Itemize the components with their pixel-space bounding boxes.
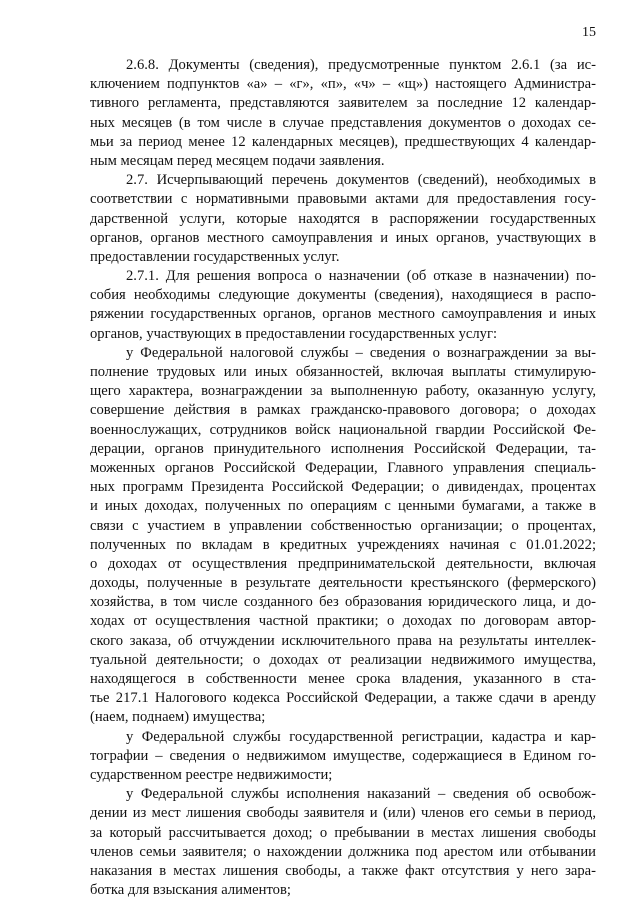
text-line: тивного регламента, представляются заявителем за последние 12 календар-: [90, 95, 596, 112]
text-line: доходы, полученные в результате деятельности крестьянского (фермерского): [90, 575, 596, 592]
text-line: дарственной услуги, которые находятся в распоряжении государственных: [90, 210, 596, 227]
text-line: полнение трудовых или иных обязанностей, включая выплаты стимулирую-: [90, 364, 596, 380]
text-line: собия необходимы следующие документы (сведения), находящиеся в распо-: [90, 287, 596, 304]
text-line: за который рассчитывается доход; о пребывании в местах лишения свободы: [90, 824, 596, 841]
text-line: щего характера, вознаграждении за выполненную работу, оказанную услугу,: [90, 383, 596, 400]
text-line: сударственном реестре недвижимости;: [90, 766, 333, 783]
text-line: совершение действия в рамках гражданско-правового договора; о доходах: [90, 402, 596, 419]
text-line: ключением подпунктов «а» – «г», «п», «ч» – «щ») настоящего Администра-: [90, 76, 596, 93]
text-line: соответствии с нормативными правовыми актами для предоставления госу-: [90, 191, 596, 208]
text-line: ных программ Президента Российской Федерации; о дивидендах, процентах: [90, 479, 596, 496]
text-line: дении из мест лишения свободы заявителя и (или) членов его семьи в период,: [90, 805, 596, 822]
text-line: и иных доходах, полученных по операциям с ценными бумагами, а также в: [90, 498, 596, 515]
text-line: у Федеральной службы исполнения наказаний – сведения об освобож-: [126, 786, 596, 803]
text-line: 2.7. Исчерпывающий перечень документов (сведений), необходимых в: [126, 172, 596, 189]
text-line: полученных по вкладам в кредитных учреждениях начиная с 01.01.2022;: [90, 536, 596, 553]
text-line: моженных органов Российской Федерации, Главного управления специаль-: [90, 459, 596, 476]
text-line: мьи за период менее 12 календарных месяцев), предшествующих 4 календар-: [90, 133, 596, 150]
text-line: предоставлении государственных услуг.: [90, 248, 340, 265]
text-line: у Федеральной налоговой службы – сведения о вознаграждении за вы-: [126, 344, 596, 361]
document-body: [90, 56, 596, 900]
text-line: тографии – сведения о недвижимом имуществе, содержащиеся в Едином го-: [90, 747, 596, 764]
text-line: ходах от осуществления частной практики; о доходах по договорам автор-: [90, 613, 596, 630]
text-line: ботка для взыскания алиментов;: [90, 882, 291, 899]
text-line: ным месяцам перед месяцем подачи заявления.: [90, 152, 385, 169]
text-line: 2.6.8. Документы (сведения), предусмотренные пунктом 2.6.1 (за ис-: [126, 57, 596, 73]
text-line: связи с участием в управлении собственностью организации; о процентах,: [90, 517, 596, 534]
text-line: членов семьи заявителя; о нахождении должника под арестом или отбывании: [90, 843, 596, 860]
text-line: военнослужащих, сотрудников войск национальной гвардии Российской Фе-: [90, 421, 596, 438]
text-line: туальной деятельности; о доходах от реализации недвижимого имущества,: [90, 651, 596, 668]
text-line: наказания в местах лишения свободы, а также факт отсутствия у него зара-: [90, 862, 596, 879]
text-line: органов, участвующих в предоставлении государственных услуг:: [90, 325, 498, 342]
text-line: дерации, органов принудительного исполнения Российской Федерации, та-: [90, 440, 596, 457]
text-line: у Федеральной службы государственной регистрации, кадастра и кар-: [126, 728, 596, 745]
page-number: 15: [582, 25, 596, 40]
text-line: находящегося в собственности менее срока владения, указанного в ста-: [90, 671, 596, 687]
text-line: органов, органов местного самоуправления и иных органов, участвующих в: [90, 229, 596, 246]
text-line: ряжении государственных органов, органов местного самоуправления и иных: [90, 306, 596, 323]
text-line: о доходах от осуществления предпринимательской деятельности, включая: [90, 555, 596, 572]
text-line: ных месяцев (в том числе в случае представления документов о доходах се-: [90, 114, 596, 131]
text-line: хозяйства, в том числе созданного без образования юридического лица, и до-: [90, 594, 596, 611]
text-line: тье 217.1 Налогового кодекса Российской Федерации, а также сдачи в аренду: [90, 690, 596, 707]
text-line: ского заказа, об отчуждении исключительного права на результаты интеллек-: [90, 632, 596, 649]
text-line: (наем, поднаем) имущества;: [90, 709, 266, 726]
text-line: 2.7.1. Для решения вопроса о назначении (об отказе в назначении) по-: [126, 268, 596, 285]
